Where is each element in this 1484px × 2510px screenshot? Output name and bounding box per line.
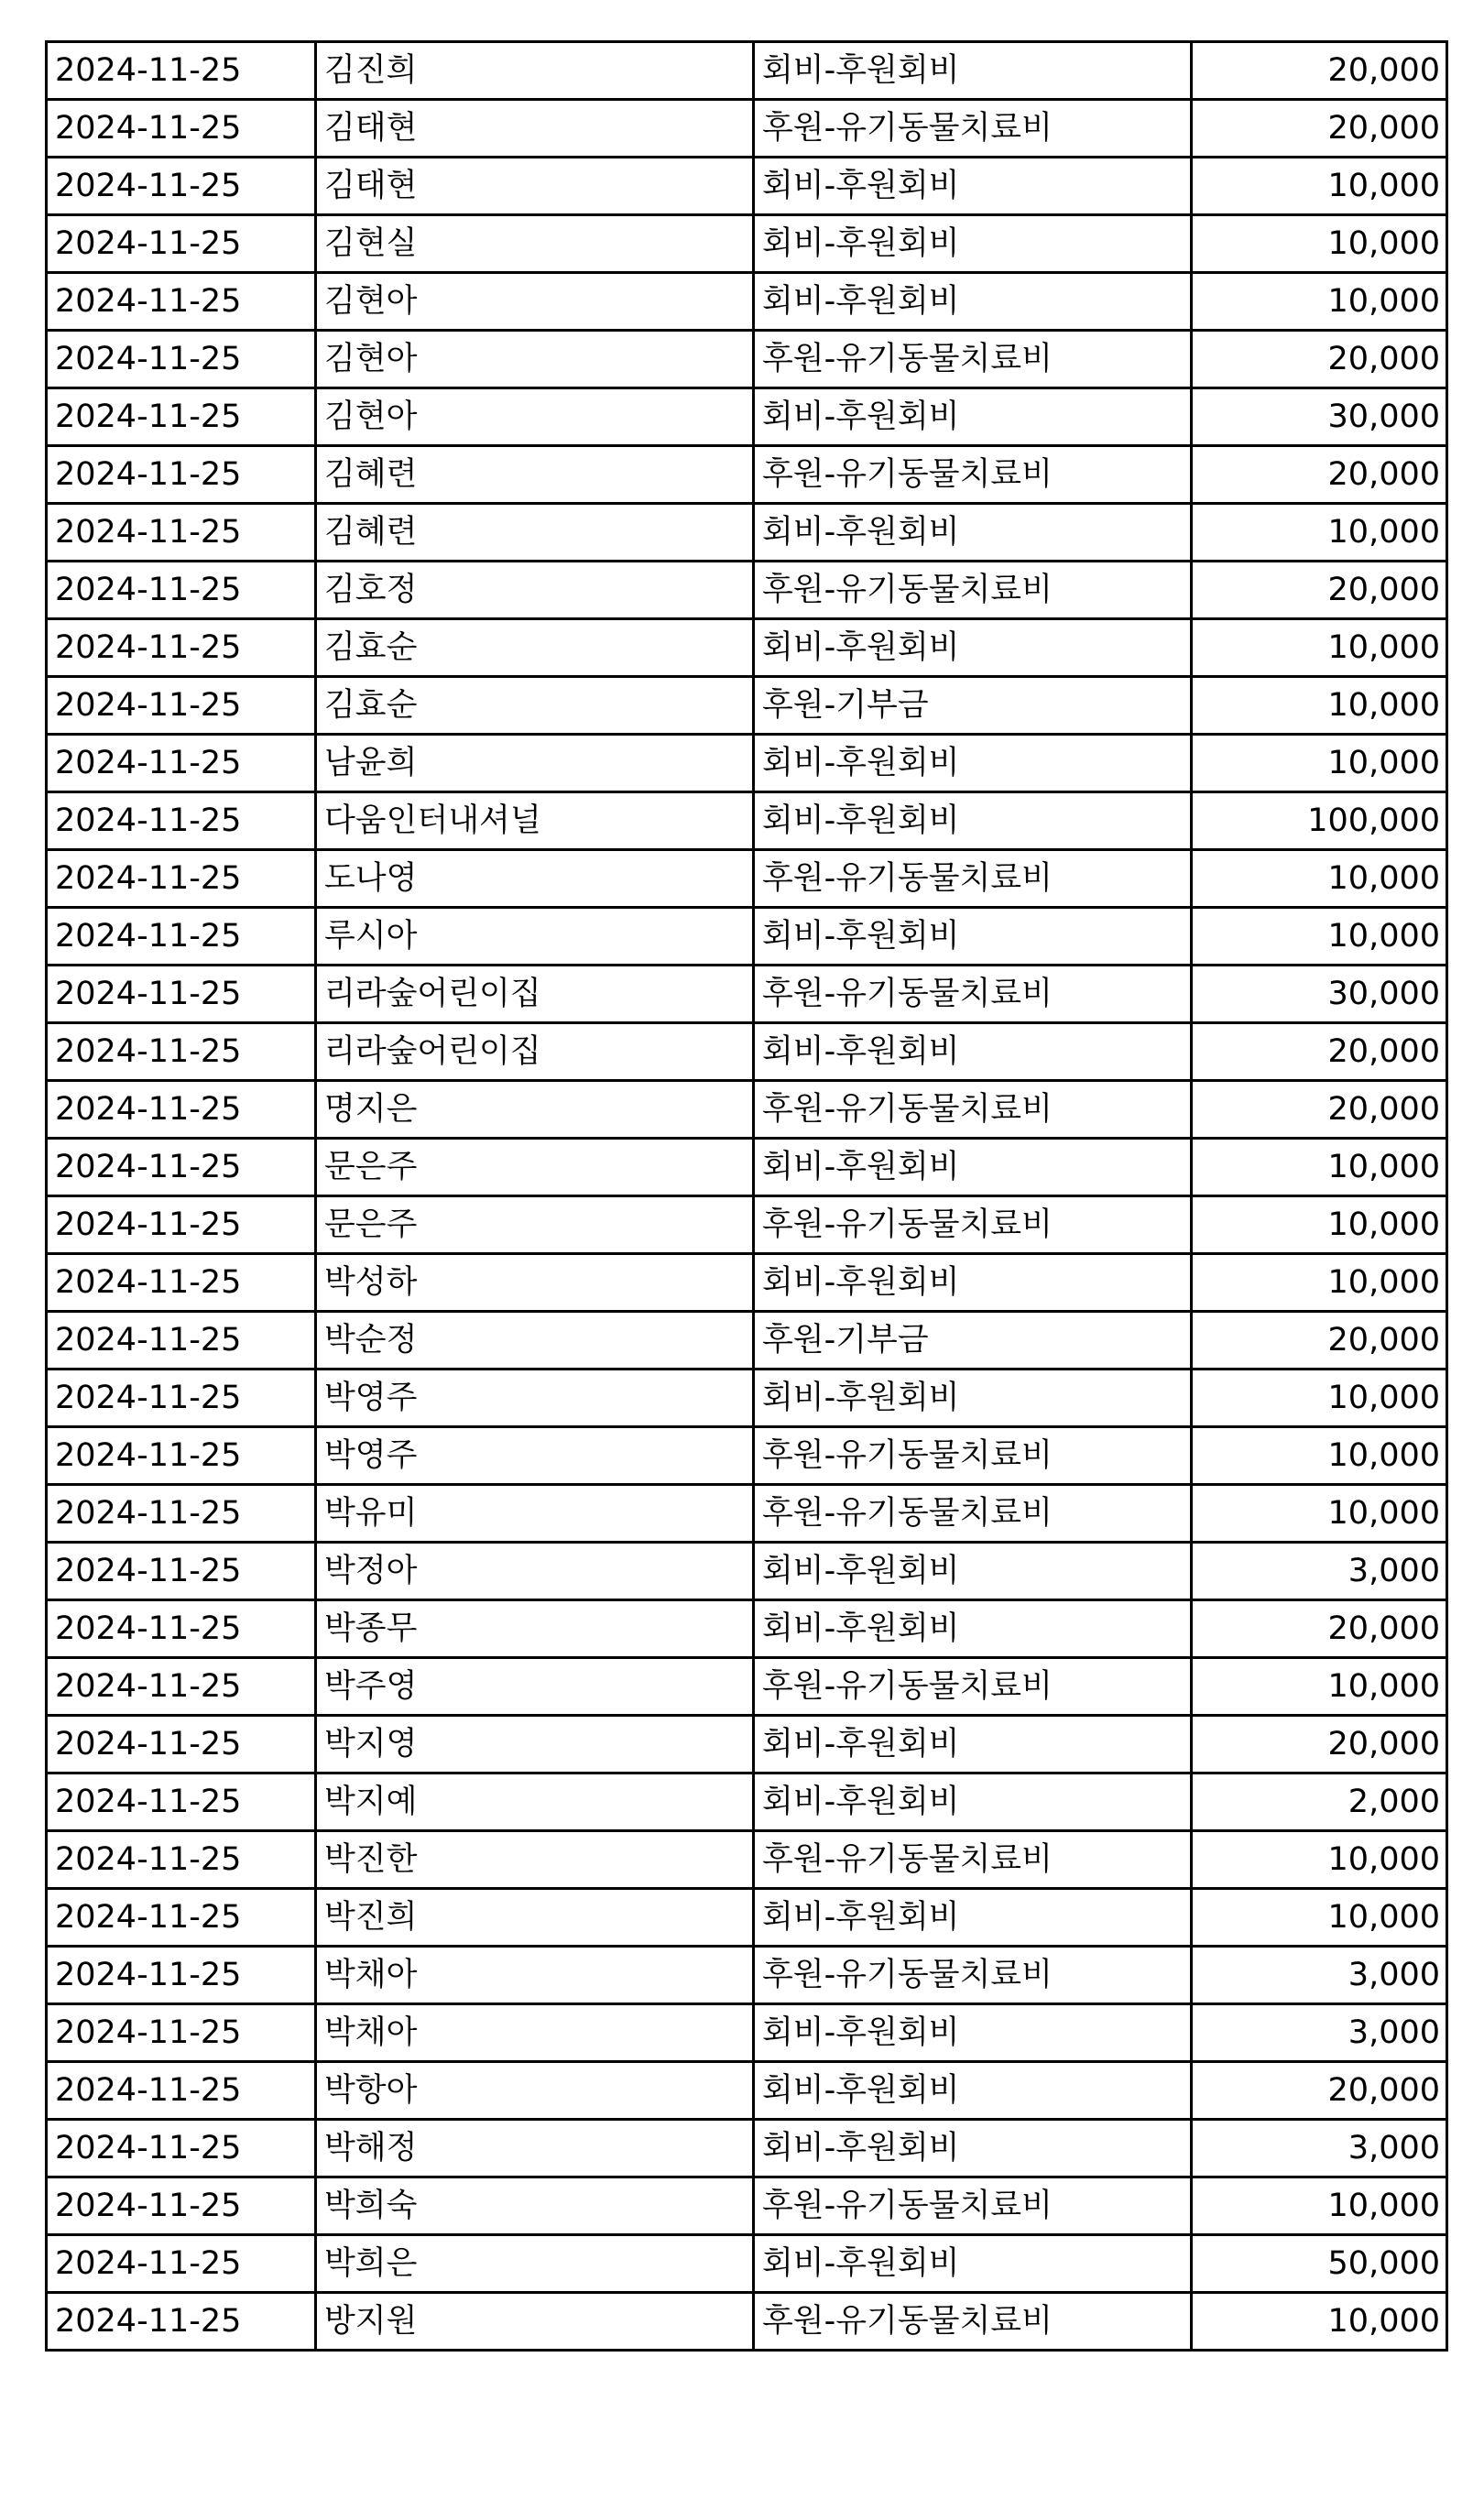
category-cell: 후원-유기동물치료비 xyxy=(754,2177,1192,2235)
category-cell: 후원-유기동물치료비 xyxy=(754,562,1192,619)
category-cell: 회비-후원회비 xyxy=(754,1773,1192,1831)
amount-cell: 30,000 xyxy=(1192,966,1447,1023)
name-cell: 김효순 xyxy=(316,619,754,677)
name-cell: 박채아 xyxy=(316,1947,754,2004)
category-cell: 후원-기부금 xyxy=(754,1312,1192,1370)
date-cell: 2024-11-25 xyxy=(47,850,316,908)
amount-cell: 20,000 xyxy=(1192,100,1447,158)
date-cell: 2024-11-25 xyxy=(47,1485,316,1543)
date-cell: 2024-11-25 xyxy=(47,1370,316,1427)
table-row xyxy=(47,562,1447,619)
amount-cell: 10,000 xyxy=(1192,504,1447,562)
name-cell: 문은주 xyxy=(316,1196,754,1254)
date-cell: 2024-11-25 xyxy=(47,966,316,1023)
amount-cell: 10,000 xyxy=(1192,850,1447,908)
table-row xyxy=(47,735,1447,792)
date-cell: 2024-11-25 xyxy=(47,1947,316,2004)
amount-cell: 10,000 xyxy=(1192,2177,1447,2235)
category-cell: 회비-후원회비 xyxy=(754,2235,1192,2293)
category-cell: 후원-유기동물치료비 xyxy=(754,966,1192,1023)
name-cell: 박영주 xyxy=(316,1427,754,1485)
category-cell: 회비-후원회비 xyxy=(754,735,1192,792)
table-row xyxy=(47,908,1447,966)
date-cell: 2024-11-25 xyxy=(47,2293,316,2351)
date-cell: 2024-11-25 xyxy=(47,2004,316,2062)
amount-cell: 10,000 xyxy=(1192,1889,1447,1947)
name-cell: 박희은 xyxy=(316,2235,754,2293)
table-row xyxy=(47,2177,1447,2235)
table-row xyxy=(47,42,1447,100)
name-cell: 김호정 xyxy=(316,562,754,619)
table-row xyxy=(47,1600,1447,1658)
name-cell: 박주영 xyxy=(316,1658,754,1716)
table-row xyxy=(47,2293,1447,2351)
table-row xyxy=(47,2004,1447,2062)
name-cell: 박채아 xyxy=(316,2004,754,2062)
name-cell: 다움인터내셔널 xyxy=(316,792,754,850)
table-row xyxy=(47,504,1447,562)
table-row xyxy=(47,619,1447,677)
category-cell: 회비-후원회비 xyxy=(754,1600,1192,1658)
amount-cell: 20,000 xyxy=(1192,1716,1447,1773)
name-cell: 박진희 xyxy=(316,1889,754,1947)
date-cell: 2024-11-25 xyxy=(47,388,316,446)
amount-cell: 10,000 xyxy=(1192,158,1447,215)
amount-cell: 20,000 xyxy=(1192,446,1447,504)
category-cell: 회비-후원회비 xyxy=(754,158,1192,215)
name-cell: 김태현 xyxy=(316,158,754,215)
date-cell: 2024-11-25 xyxy=(47,215,316,273)
table-row xyxy=(47,100,1447,158)
name-cell: 박영주 xyxy=(316,1370,754,1427)
date-cell: 2024-11-25 xyxy=(47,735,316,792)
category-cell: 후원-유기동물치료비 xyxy=(754,2293,1192,2351)
name-cell: 박성하 xyxy=(316,1254,754,1312)
date-cell: 2024-11-25 xyxy=(47,1773,316,1831)
date-cell: 2024-11-25 xyxy=(47,331,316,388)
table-row xyxy=(47,1081,1447,1139)
category-cell: 후원-유기동물치료비 xyxy=(754,331,1192,388)
name-cell: 박지예 xyxy=(316,1773,754,1831)
date-cell: 2024-11-25 xyxy=(47,562,316,619)
table-row xyxy=(47,1658,1447,1716)
date-cell: 2024-11-25 xyxy=(47,1023,316,1081)
name-cell: 박정아 xyxy=(316,1543,754,1600)
date-cell: 2024-11-25 xyxy=(47,1312,316,1370)
table-row xyxy=(47,2120,1447,2177)
category-cell: 회비-후원회비 xyxy=(754,1889,1192,1947)
amount-cell: 20,000 xyxy=(1192,42,1447,100)
amount-cell: 10,000 xyxy=(1192,677,1447,735)
category-cell: 회비-후원회비 xyxy=(754,1139,1192,1196)
category-cell: 회비-후원회비 xyxy=(754,1254,1192,1312)
category-cell: 후원-유기동물치료비 xyxy=(754,1485,1192,1543)
amount-cell: 100,000 xyxy=(1192,792,1447,850)
amount-cell: 2,000 xyxy=(1192,1773,1447,1831)
name-cell: 박종무 xyxy=(316,1600,754,1658)
amount-cell: 10,000 xyxy=(1192,1658,1447,1716)
date-cell: 2024-11-25 xyxy=(47,1427,316,1485)
date-cell: 2024-11-25 xyxy=(47,1254,316,1312)
amount-cell: 3,000 xyxy=(1192,2120,1447,2177)
table-row xyxy=(47,1312,1447,1370)
date-cell: 2024-11-25 xyxy=(47,2235,316,2293)
table-row xyxy=(47,1947,1447,2004)
category-cell: 회비-후원회비 xyxy=(754,504,1192,562)
amount-cell: 3,000 xyxy=(1192,1543,1447,1600)
table-row xyxy=(47,1196,1447,1254)
name-cell: 박순정 xyxy=(316,1312,754,1370)
name-cell: 남윤희 xyxy=(316,735,754,792)
category-cell: 후원-유기동물치료비 xyxy=(754,100,1192,158)
category-cell: 후원-유기동물치료비 xyxy=(754,1081,1192,1139)
category-cell: 회비-후원회비 xyxy=(754,1023,1192,1081)
date-cell: 2024-11-25 xyxy=(47,1716,316,1773)
name-cell: 리라숲어린이집 xyxy=(316,1023,754,1081)
table-row xyxy=(47,1023,1447,1081)
name-cell: 김진희 xyxy=(316,42,754,100)
category-cell: 회비-후원회비 xyxy=(754,388,1192,446)
name-cell: 김효순 xyxy=(316,677,754,735)
amount-cell: 3,000 xyxy=(1192,1947,1447,2004)
category-cell: 회비-후원회비 xyxy=(754,792,1192,850)
date-cell: 2024-11-25 xyxy=(47,2120,316,2177)
table-row xyxy=(47,677,1447,735)
date-cell: 2024-11-25 xyxy=(47,446,316,504)
date-cell: 2024-11-25 xyxy=(47,100,316,158)
category-cell: 회비-후원회비 xyxy=(754,42,1192,100)
table-row xyxy=(47,2235,1447,2293)
date-cell: 2024-11-25 xyxy=(47,2062,316,2120)
name-cell: 김현아 xyxy=(316,273,754,331)
name-cell: 문은주 xyxy=(316,1139,754,1196)
category-cell: 후원-유기동물치료비 xyxy=(754,1196,1192,1254)
table-row xyxy=(47,388,1447,446)
table-row xyxy=(47,215,1447,273)
category-cell: 회비-후원회비 xyxy=(754,215,1192,273)
amount-cell: 20,000 xyxy=(1192,562,1447,619)
date-cell: 2024-11-25 xyxy=(47,1889,316,1947)
date-cell: 2024-11-25 xyxy=(47,1196,316,1254)
name-cell: 김혜련 xyxy=(316,504,754,562)
category-cell: 후원-유기동물치료비 xyxy=(754,1427,1192,1485)
name-cell: 명지은 xyxy=(316,1081,754,1139)
table-row xyxy=(47,2062,1447,2120)
amount-cell: 10,000 xyxy=(1192,1196,1447,1254)
category-cell: 회비-후원회비 xyxy=(754,619,1192,677)
amount-cell: 30,000 xyxy=(1192,388,1447,446)
name-cell: 도나영 xyxy=(316,850,754,908)
table-row xyxy=(47,1773,1447,1831)
name-cell: 루시아 xyxy=(316,908,754,966)
category-cell: 회비-후원회비 xyxy=(754,2120,1192,2177)
amount-cell: 10,000 xyxy=(1192,2293,1447,2351)
category-cell: 회비-후원회비 xyxy=(754,1716,1192,1773)
name-cell: 김현아 xyxy=(316,388,754,446)
amount-cell: 20,000 xyxy=(1192,1081,1447,1139)
name-cell: 박지영 xyxy=(316,1716,754,1773)
name-cell: 김현아 xyxy=(316,331,754,388)
table-row xyxy=(47,792,1447,850)
table-row xyxy=(47,1716,1447,1773)
table-row xyxy=(47,1543,1447,1600)
name-cell: 리라숲어린이집 xyxy=(316,966,754,1023)
name-cell: 김태현 xyxy=(316,100,754,158)
amount-cell: 20,000 xyxy=(1192,1600,1447,1658)
table-row xyxy=(47,1485,1447,1543)
name-cell: 김혜련 xyxy=(316,446,754,504)
name-cell: 김현실 xyxy=(316,215,754,273)
category-cell: 회비-후원회비 xyxy=(754,908,1192,966)
name-cell: 박항아 xyxy=(316,2062,754,2120)
table-row xyxy=(47,966,1447,1023)
table-row xyxy=(47,446,1447,504)
name-cell: 박희숙 xyxy=(316,2177,754,2235)
category-cell: 회비-후원회비 xyxy=(754,2004,1192,2062)
table-row xyxy=(47,331,1447,388)
amount-cell: 20,000 xyxy=(1192,1023,1447,1081)
category-cell: 회비-후원회비 xyxy=(754,273,1192,331)
table-row xyxy=(47,1889,1447,1947)
date-cell: 2024-11-25 xyxy=(47,158,316,215)
amount-cell: 10,000 xyxy=(1192,1427,1447,1485)
amount-cell: 10,000 xyxy=(1192,1370,1447,1427)
table-row xyxy=(47,1831,1447,1889)
category-cell: 회비-후원회비 xyxy=(754,1370,1192,1427)
date-cell: 2024-11-25 xyxy=(47,908,316,966)
amount-cell: 10,000 xyxy=(1192,908,1447,966)
table-row xyxy=(47,1370,1447,1427)
ledger-body xyxy=(47,42,1447,2351)
amount-cell: 10,000 xyxy=(1192,735,1447,792)
amount-cell: 10,000 xyxy=(1192,1831,1447,1889)
amount-cell: 10,000 xyxy=(1192,1254,1447,1312)
table-row xyxy=(47,850,1447,908)
category-cell: 후원-유기동물치료비 xyxy=(754,1947,1192,2004)
amount-cell: 20,000 xyxy=(1192,331,1447,388)
date-cell: 2024-11-25 xyxy=(47,1831,316,1889)
name-cell: 박해정 xyxy=(316,2120,754,2177)
date-cell: 2024-11-25 xyxy=(47,2177,316,2235)
amount-cell: 10,000 xyxy=(1192,619,1447,677)
name-cell: 박유미 xyxy=(316,1485,754,1543)
date-cell: 2024-11-25 xyxy=(47,619,316,677)
donation-ledger-table xyxy=(45,40,1448,2352)
category-cell: 후원-유기동물치료비 xyxy=(754,1831,1192,1889)
date-cell: 2024-11-25 xyxy=(47,1658,316,1716)
table-row xyxy=(47,1254,1447,1312)
name-cell: 박진한 xyxy=(316,1831,754,1889)
date-cell: 2024-11-25 xyxy=(47,504,316,562)
date-cell: 2024-11-25 xyxy=(47,42,316,100)
amount-cell: 10,000 xyxy=(1192,1139,1447,1196)
category-cell: 후원-유기동물치료비 xyxy=(754,446,1192,504)
table-row xyxy=(47,1139,1447,1196)
table-row xyxy=(47,158,1447,215)
amount-cell: 10,000 xyxy=(1192,273,1447,331)
date-cell: 2024-11-25 xyxy=(47,677,316,735)
amount-cell: 20,000 xyxy=(1192,2062,1447,2120)
date-cell: 2024-11-25 xyxy=(47,1600,316,1658)
ledger-sheet xyxy=(45,40,1446,2352)
table-row xyxy=(47,273,1447,331)
amount-cell: 10,000 xyxy=(1192,1485,1447,1543)
name-cell: 방지원 xyxy=(316,2293,754,2351)
category-cell: 후원-기부금 xyxy=(754,677,1192,735)
date-cell: 2024-11-25 xyxy=(47,1081,316,1139)
category-cell: 후원-유기동물치료비 xyxy=(754,1658,1192,1716)
category-cell: 후원-유기동물치료비 xyxy=(754,850,1192,908)
table-row xyxy=(47,1427,1447,1485)
category-cell: 회비-후원회비 xyxy=(754,1543,1192,1600)
date-cell: 2024-11-25 xyxy=(47,1543,316,1600)
category-cell: 회비-후원회비 xyxy=(754,2062,1192,2120)
amount-cell: 50,000 xyxy=(1192,2235,1447,2293)
date-cell: 2024-11-25 xyxy=(47,1139,316,1196)
amount-cell: 20,000 xyxy=(1192,1312,1447,1370)
date-cell: 2024-11-25 xyxy=(47,273,316,331)
amount-cell: 10,000 xyxy=(1192,215,1447,273)
date-cell: 2024-11-25 xyxy=(47,792,316,850)
amount-cell: 3,000 xyxy=(1192,2004,1447,2062)
